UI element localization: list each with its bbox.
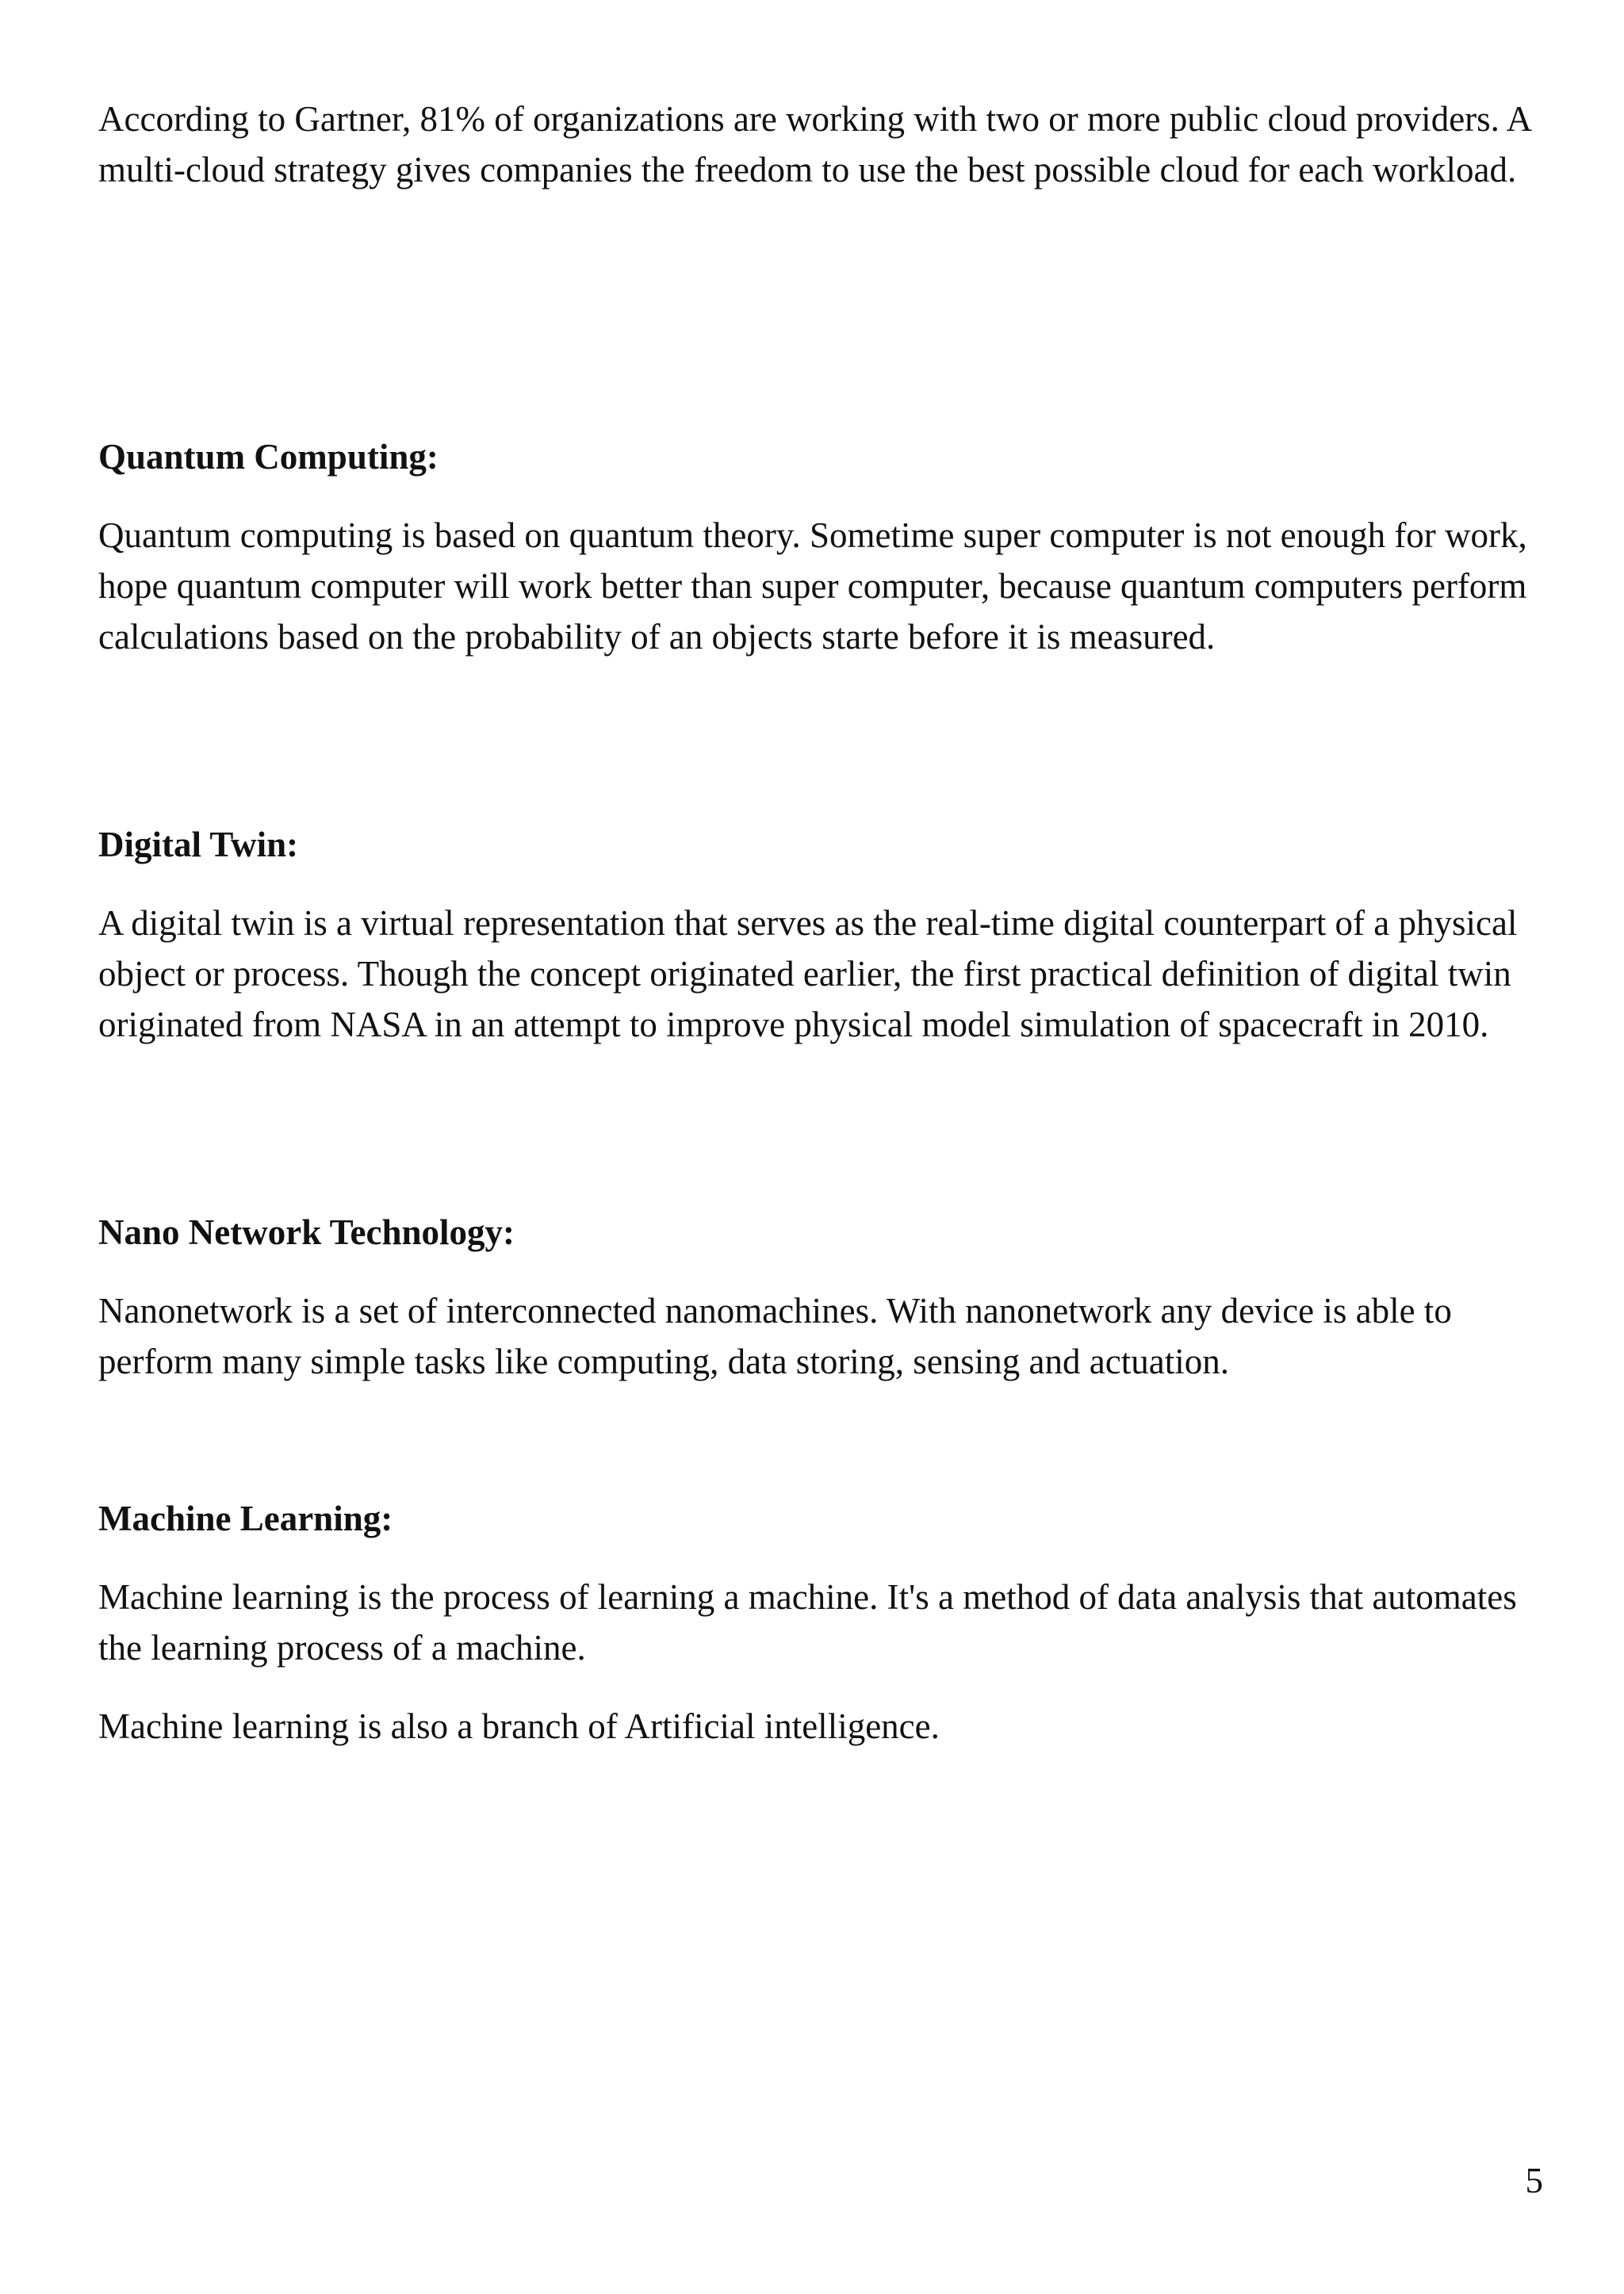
section-heading: Nano Network Technology:: [98, 1212, 515, 1252]
section-paragraph: Machine learning is the process of learning a machine. It's a method of data analysis that automates the learning process of a machine.: [98, 1577, 1517, 1668]
section-digital-twin: [98, 819, 1542, 1050]
section-heading: Quantum Computing:: [98, 437, 439, 477]
page-number: 5: [1525, 2161, 1543, 2200]
section-machine-learning: [98, 1493, 1542, 1752]
section-quantum-computing: [98, 431, 1542, 662]
section-paragraph: Quantum computing is based on quantum theory. Sometime super computer is not enough for work, hope quantum computer will work better than super computer, because quantum computers perform calculations based on the probability of an objects starte before it is measured.: [98, 515, 1527, 657]
section-paragraph: A digital twin is a virtual representation that serves as the real-time digital counterpart of a physical object or process. Though the concept originated earlier, the first practical definition of digital twin originated from NASA in an attempt to improve physical model simulation of spacecraft in 2010.: [98, 903, 1518, 1044]
section-nano-network-technology: [98, 1207, 1542, 1387]
section-paragraph: Nanonetwork is a set of interconnected nanomachines. With nanonetwork any device is able to perform many simple tasks like computing, data storing, sensing and actuation.: [98, 1291, 1452, 1381]
section-heading: Machine Learning:: [98, 1499, 393, 1538]
section-paragraph: Machine learning is also a branch of Artificial intelligence.: [98, 1706, 940, 1746]
intro-paragraph: According to Gartner, 81% of organizations are working with two or more public cloud providers. A multi-cloud strategy gives companies the freedom to use the best possible cloud for each workload.: [98, 99, 1530, 190]
section-heading: Digital Twin:: [98, 825, 299, 864]
